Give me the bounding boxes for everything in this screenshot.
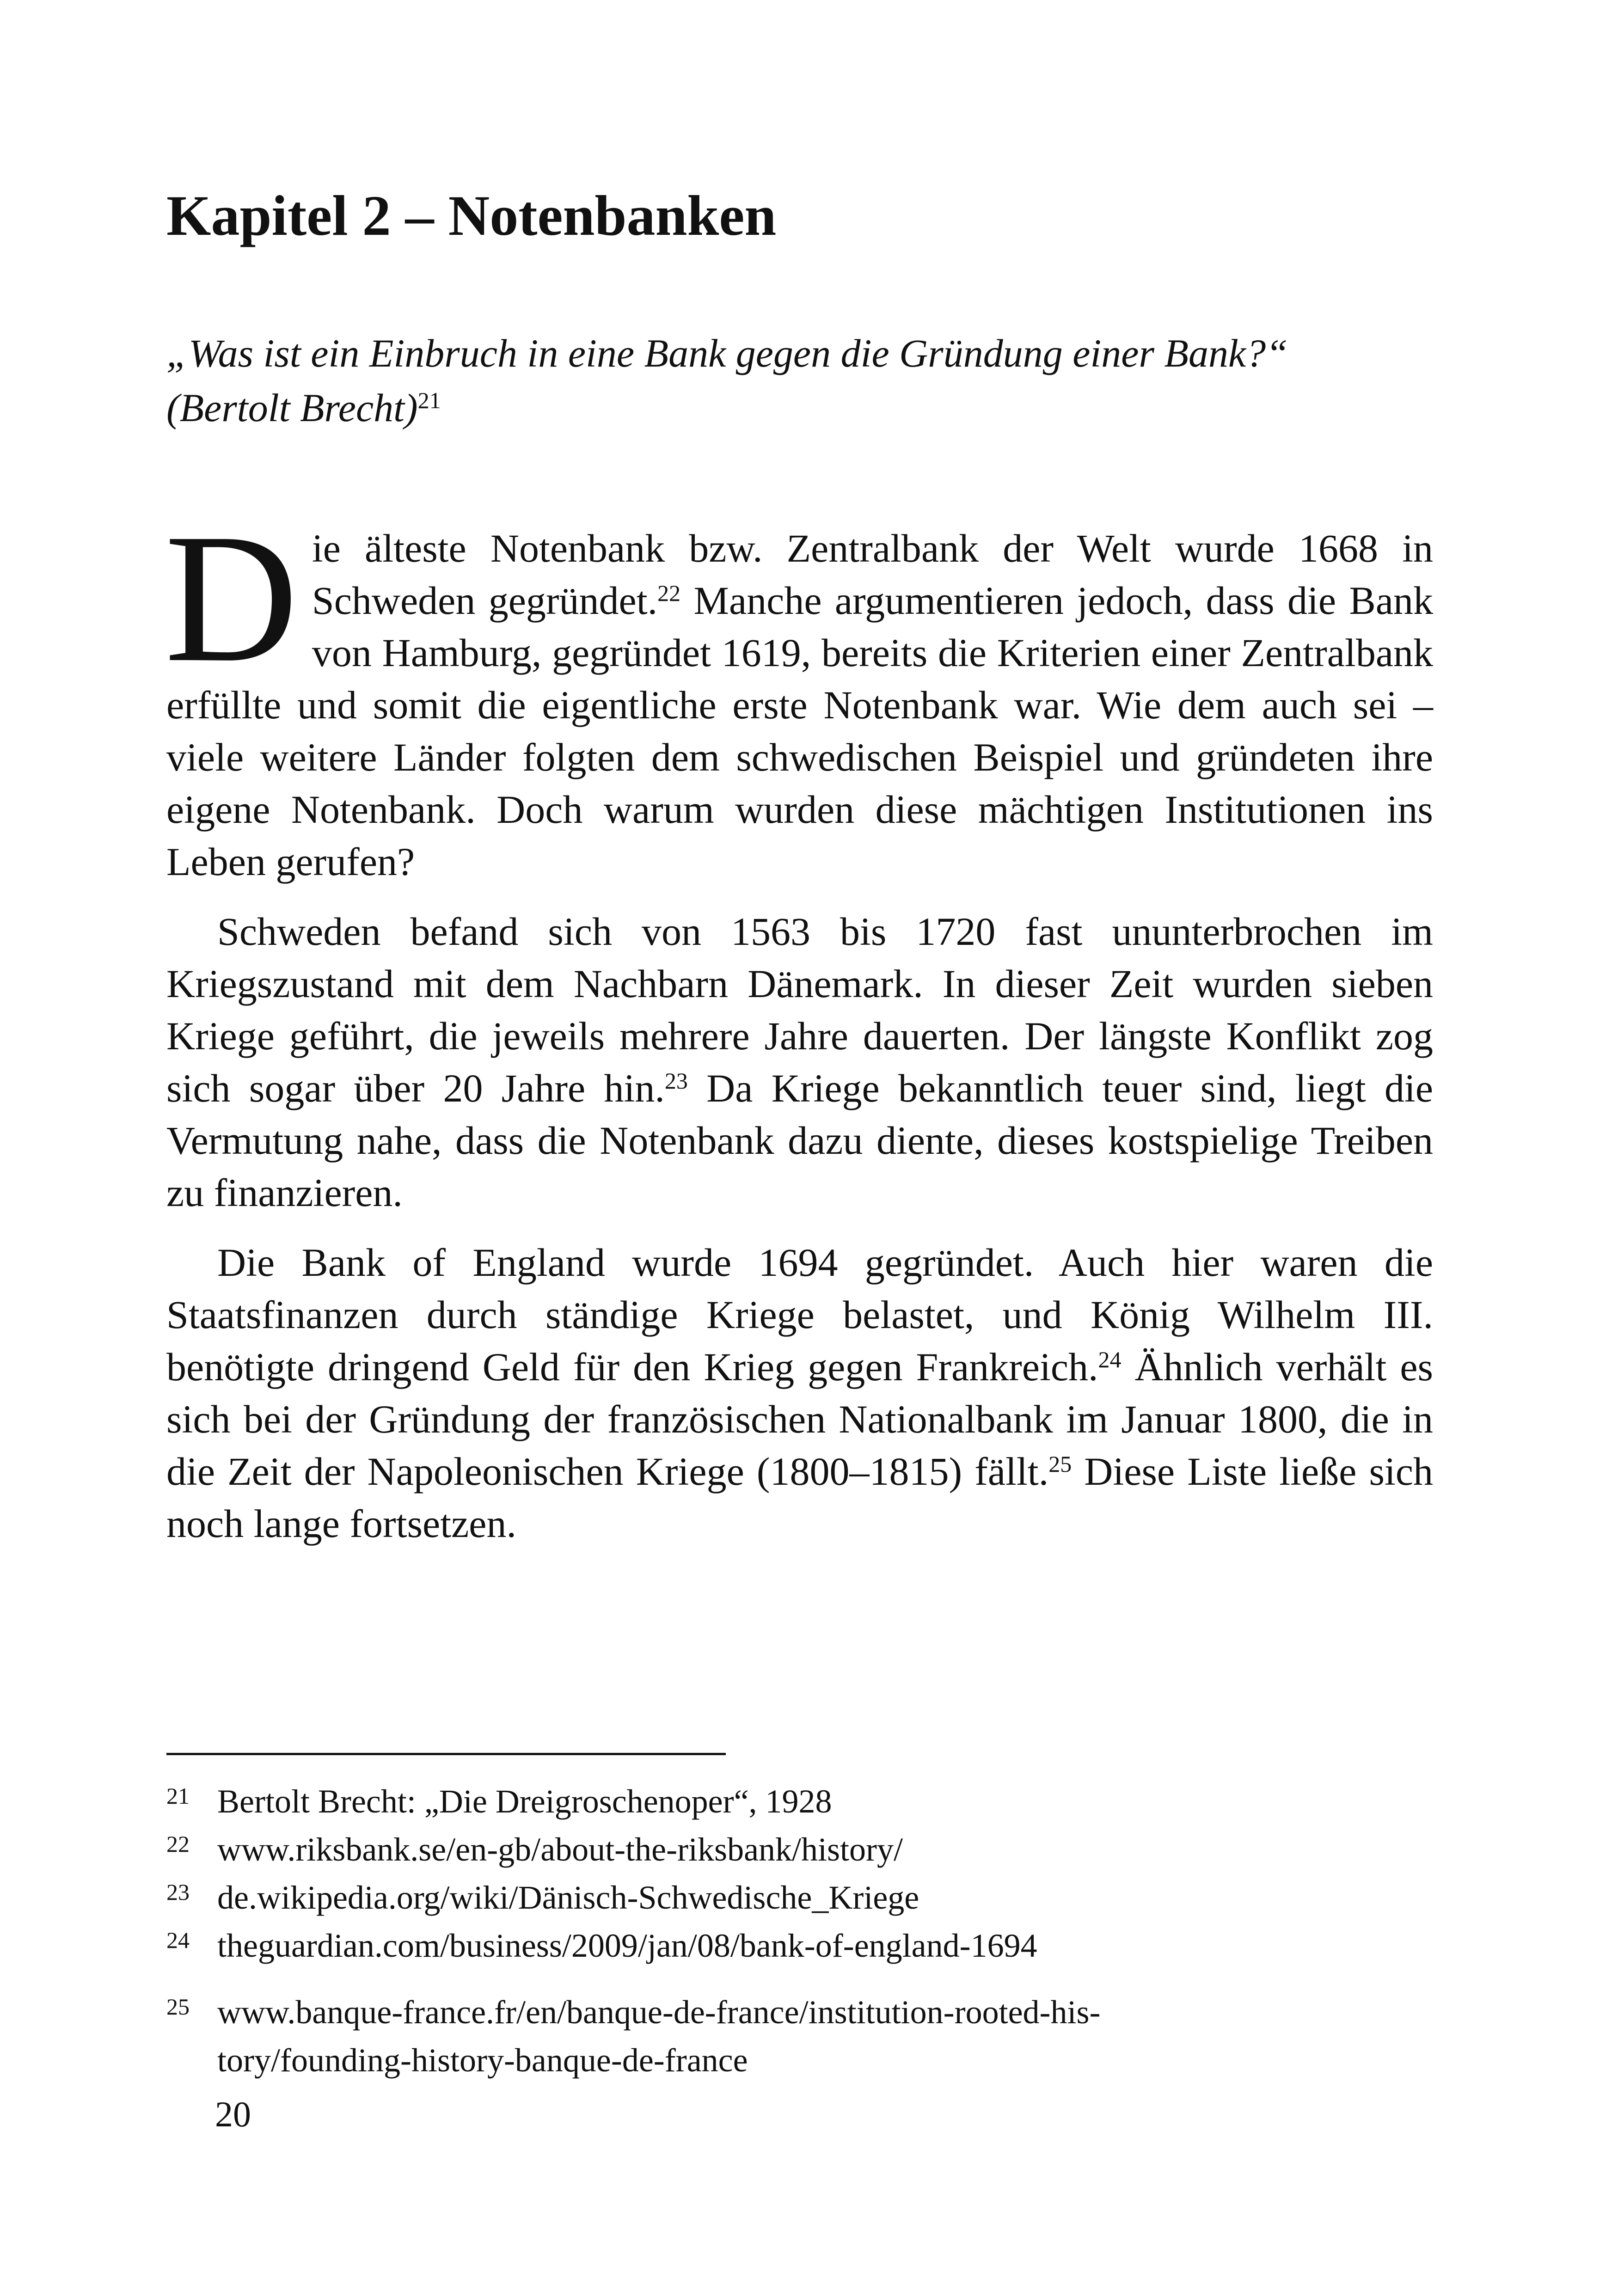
- footnote-number: 21: [166, 1783, 190, 1809]
- paragraph-text: Diese Liste ließe sich noch lange fortsetzen.: [166, 1449, 1433, 1546]
- footnote-number: 25: [166, 1994, 190, 2020]
- epigraph-attribution: [166, 380, 1452, 435]
- footnote-number: 23: [166, 1879, 190, 1905]
- chapter-title: Kapitel 2 – Notenbanken: [166, 184, 777, 247]
- paragraph-2: [166, 906, 1433, 1219]
- footnote-25: [166, 1988, 1433, 2084]
- footnote-ref-21: 21: [417, 387, 441, 413]
- footnote-text: Bertolt Brecht: „Die Dreigroschenoper“, 1928: [217, 1783, 832, 1820]
- footnote-text-line-1: www.banque-france.fr/en/banque-de-france/institution-rooted-his-: [217, 1994, 1101, 2031]
- paragraph-text: Die Bank of England wurde 1694 gegründet. Auch hier waren die Staatsfinanzen durch ständige Kriege belastet, und König Wilhelm III. benötigte dringend Geld für den Krieg gegen Frankreich.: [166, 1240, 1433, 1389]
- paragraph-text: ie älteste Notenbank bzw. Zentralbank der Welt wurde 1668 in Schweden gegründet.: [312, 526, 1433, 623]
- footnote-23: [166, 1874, 1433, 1922]
- footnote-text: de.wikipedia.org/wiki/Dänisch-Schwedische_Kriege: [217, 1879, 919, 1916]
- epigraph-quote: „Was ist ein Einbruch in eine Bank gegen die Gründung einer Bank?“: [166, 331, 1288, 375]
- footnote-ref-24: 24: [1098, 1347, 1122, 1372]
- footnote-21: [166, 1777, 1433, 1825]
- footnote-text: www.riksbank.se/en-gb/about-the-riksbank/history/: [217, 1831, 903, 1868]
- paragraph-text: Ähnlich verhält es sich bei der Gründung der französischen Nationalbank im Januar 1800, die in die Zeit der Napoleonischen Kriege (1800–1815) fällt.: [166, 1345, 1433, 1494]
- paragraph-text: Schweden befand sich von 1563 bis 1720 fast ununterbrochen im Kriegszustand mit dem Nachbarn Dänemark. In dieser Zeit wurden sieben Kriege geführt, die jeweils mehrere Jahre dauerten. Der längste Konflikt zog sich sogar über 20 Jahre hin.: [166, 909, 1433, 1110]
- paragraph-text: Manche argumentieren jedoch, dass die Bank von Hamburg, gegründet 1619, bereits die Kriterien einer Zentralbank erfüllte und somit die eigentliche erste Notenbank war. Wie dem auch sei – viele weitere Länder folgten dem schwedischen Beispiel und gründeten ihre eigene Notenbank. Doch warum wurden diese mächtigen Institutionen ins Leben gerufen?: [166, 578, 1434, 884]
- footnote-number: 22: [166, 1831, 190, 1857]
- footnote-24: [166, 1922, 1433, 1970]
- body-text: [165, 496, 1434, 1567]
- paragraph-text: Da Kriege bekanntlich teuer sind, liegt die Vermutung nahe, dass die Notenbank dazu diente, dieses kostspielige Treiben zu finanzieren.: [166, 1066, 1433, 1215]
- footnote-ref-23: 23: [664, 1068, 688, 1094]
- footnotes: [166, 1777, 1433, 2084]
- footnote-text: theguardian.com/business/2009/jan/08/bank-of-england-1694: [217, 1927, 1037, 1964]
- footnote-divider: [166, 1753, 726, 1755]
- footnote-text-line-2: tory/founding-history-banque-de-france: [217, 2042, 748, 2079]
- paragraph-3: [166, 1237, 1433, 1550]
- epigraph-author: (Bertolt Brecht): [166, 386, 418, 430]
- page-number: 20: [215, 2094, 251, 2134]
- drop-cap: D: [165, 496, 298, 700]
- footnote-ref-25: 25: [1048, 1451, 1072, 1477]
- footnote-ref-22: 22: [657, 580, 681, 606]
- footnote-22: [166, 1825, 1433, 1874]
- epigraph: [166, 326, 1452, 435]
- footnote-number: 24: [166, 1927, 190, 1953]
- paragraph-1: [165, 496, 1434, 888]
